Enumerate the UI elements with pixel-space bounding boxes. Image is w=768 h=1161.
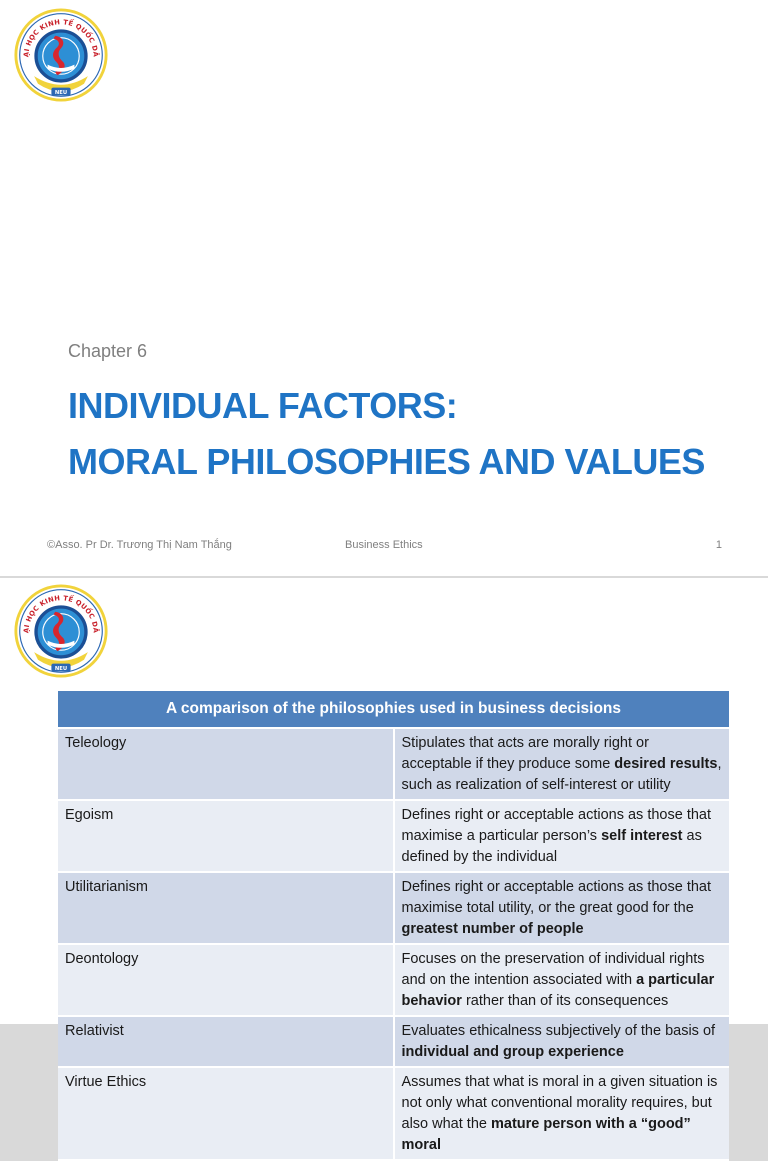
table-row bbox=[58, 944, 729, 1016]
table-body bbox=[58, 728, 729, 1160]
description-text: Focuses on the preservation of individual rights and on the intention associated with bbox=[401, 951, 705, 988]
logo-ring-text: ẠI HỌC KINH TẾ QUỐC DÂ bbox=[22, 18, 100, 58]
description-text: rather than of its consequences bbox=[461, 993, 669, 1009]
philosophy-description bbox=[394, 872, 730, 944]
table-row bbox=[58, 1067, 729, 1160]
table-row bbox=[58, 872, 729, 944]
description-text: Assumes that what is moral in a given situation is not only what conventional morality requires, but also what the bbox=[401, 1074, 718, 1132]
slide-title bbox=[68, 378, 705, 490]
footer-author: ©Asso. Pr Dr. Trương Thị Nam Thắng bbox=[47, 539, 232, 551]
table-row bbox=[58, 1016, 729, 1067]
comparison-slide bbox=[0, 578, 768, 1153]
philosophy-term: Egoism bbox=[58, 800, 394, 872]
description-text: Stipulates that acts are morally right or acceptable if they produce some bbox=[401, 735, 649, 772]
description-text: Defines right or acceptable actions as those that maximise total utility, or the great good for the bbox=[401, 879, 712, 916]
description-text: , such as realization of self-interest or utility bbox=[401, 756, 722, 793]
philosophy-term: Deontology bbox=[58, 944, 394, 1016]
emphasis-text: mature person with a “good” moral bbox=[401, 1116, 691, 1153]
description-text: Evaluates ethicalness subjectively of the basis of bbox=[401, 1023, 716, 1039]
philosophy-term: Relativist bbox=[58, 1016, 394, 1067]
logo-abbr: NEU bbox=[54, 89, 68, 96]
table-row bbox=[58, 800, 729, 872]
table-header: A comparison of the philosophies used in business decisions bbox=[58, 691, 729, 728]
emphasis-text: self interest bbox=[601, 828, 683, 844]
university-seal-icon bbox=[13, 583, 109, 679]
emphasis-text: individual and group experience bbox=[401, 1044, 624, 1060]
philosophy-term: Teleology bbox=[58, 728, 394, 800]
title-line: INDIVIDUAL FACTORS: bbox=[68, 385, 458, 426]
university-seal-icon bbox=[13, 7, 109, 103]
philosophy-description bbox=[394, 728, 730, 800]
description-text: Defines right or acceptable actions as those that maximise a particular person’s bbox=[401, 807, 712, 844]
description-text: as defined by the individual bbox=[401, 828, 702, 865]
footer-course: Business Ethics bbox=[345, 539, 423, 551]
chapter-label: Chapter 6 bbox=[68, 341, 148, 361]
title-line: MORAL PHILOSOPHIES AND VALUES bbox=[68, 441, 705, 482]
page-number: 1 bbox=[715, 539, 722, 551]
emphasis-text: a particular behavior bbox=[401, 972, 715, 1009]
philosophy-description bbox=[394, 1016, 730, 1067]
table-row bbox=[58, 728, 729, 800]
philosophy-term: Utilitarianism bbox=[58, 872, 394, 944]
title-slide bbox=[0, 0, 768, 576]
emphasis-text: desired results bbox=[614, 756, 718, 772]
philosophy-description bbox=[394, 1067, 730, 1160]
philosophy-comparison-table bbox=[58, 691, 729, 1161]
logo-ring-text: ẠI HỌC KINH TẾ QUỐC DÂ bbox=[22, 594, 100, 634]
philosophy-description bbox=[394, 800, 730, 872]
philosophy-term: Virtue Ethics bbox=[58, 1067, 394, 1160]
logo-abbr: NEU bbox=[54, 665, 68, 672]
emphasis-text: greatest number of people bbox=[401, 921, 584, 937]
philosophy-description bbox=[394, 944, 730, 1016]
